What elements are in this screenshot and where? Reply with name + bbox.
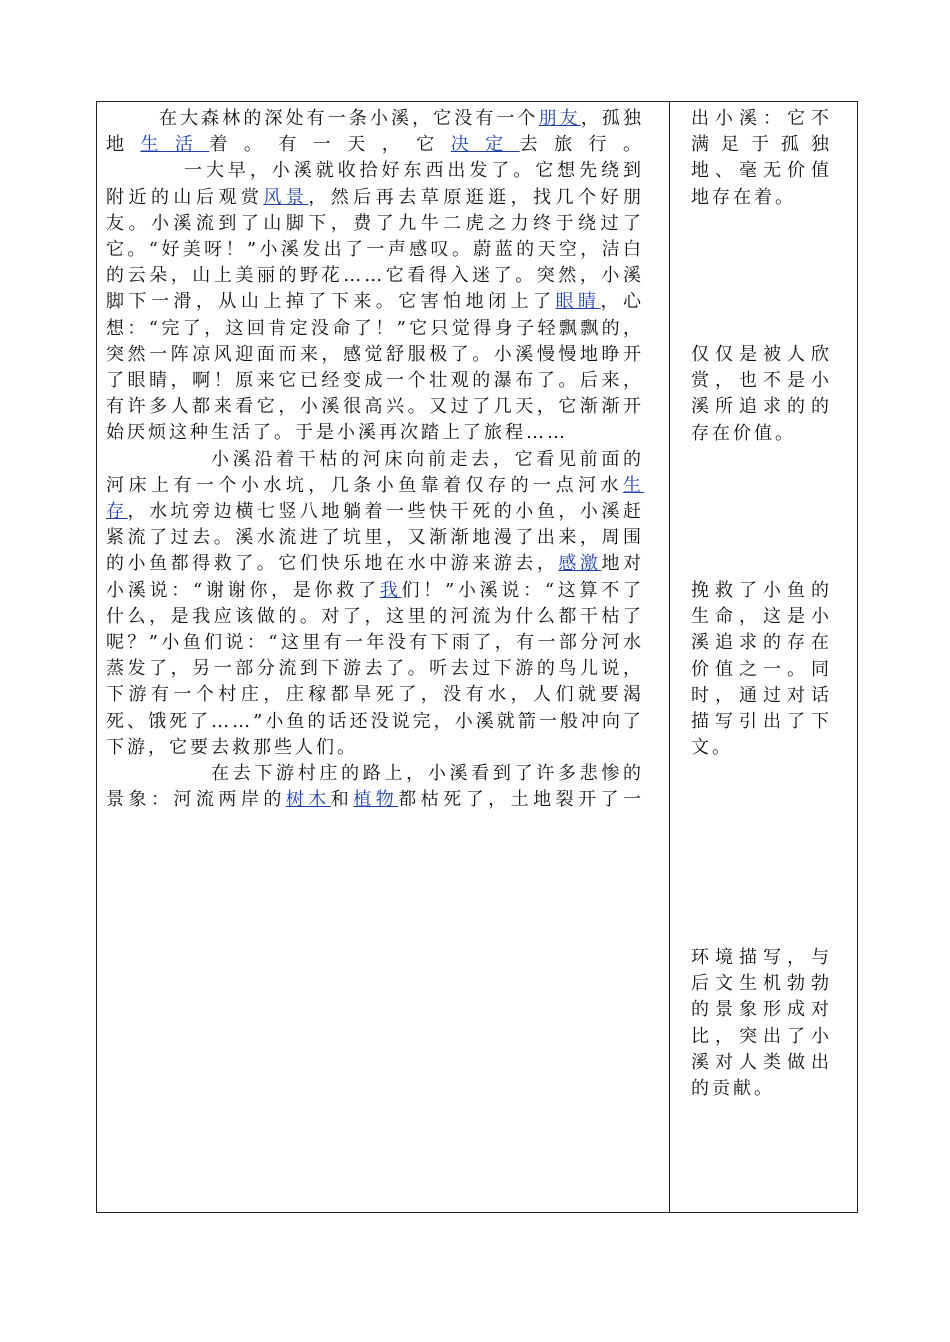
- text: ，水坑旁边横七竖八地躺着一些快干死的小鱼，小溪赶紧流了过去。溪水流进了坑里，又渐渐地漫了出来，周围的小鱼都得救了。它们快乐地在水中游来游去，: [106, 501, 645, 575]
- link-eyes[interactable]: 眼睛: [555, 291, 601, 313]
- text: 在去下游村庄的路上，小溪看到了许多悲惨的景象：河流两岸的: [106, 763, 644, 811]
- text: 地对小溪说：“谢谢你，是你救了: [106, 553, 645, 601]
- text: 在大森林的深处有一条小溪，它没有一个: [159, 108, 539, 129]
- text: ，心想：“完了，这回肯定没命了！”它只觉得身子轻飘飘的，突然一阵凉风迎面而来，感觉舒服极了。小溪慢慢地睁开了眼睛，啊！原来它已经变成一个壮观的瀑布了。后来，有许多人都来看它，小溪很高兴。又过了几天，它渐渐开始厌烦这种生活了。于是小溪再次踏上了旅程……: [106, 291, 645, 444]
- link-plants[interactable]: 植物: [353, 789, 399, 811]
- paragraph-4: [106, 761, 644, 813]
- link-friend[interactable]: 朋友: [538, 108, 581, 129]
- text: 去旅行。: [519, 134, 645, 156]
- paragraph-1: [106, 106, 644, 158]
- link-trees[interactable]: 树木: [285, 789, 331, 811]
- note-3: 挽救了小鱼的生命，这是小溪追求的存在价值之一。同时，通过对话描写引出了下文。: [691, 580, 832, 759]
- story-column: [106, 106, 644, 813]
- text: 一大早，小溪就收拾好东西出发了。它想先绕到附近的山后观赏: [106, 160, 644, 208]
- link-scenery[interactable]: 风景: [263, 186, 309, 208]
- paragraph-2: [106, 158, 644, 446]
- column-divider: [669, 101, 670, 1213]
- link-grateful[interactable]: 感激: [558, 553, 602, 575]
- link-life[interactable]: 生活: [140, 134, 210, 156]
- text: 和: [330, 789, 354, 811]
- link-decide[interactable]: 决定: [450, 134, 520, 156]
- link-me[interactable]: 我: [379, 579, 402, 601]
- text: ，孤独地: [106, 108, 645, 156]
- paragraph-3: [106, 447, 644, 761]
- link-survive[interactable]: 生存: [106, 474, 644, 523]
- text: 小溪沿着干枯的河床向前走去，它看见前面的河床上有一个小水坑，几条小鱼靠着仅存的一点河水: [106, 448, 644, 496]
- text: 们！”小溪说：“这算不了什么，是我应该做的。对了，这里的河流为什么都干枯了呢？”小鱼们说：“这里有一年没有下雨了，有一部分河水蒸发了，另一部分流到下游去了。听去过下游的鸟儿说，下游有一个村庄，庄稼都旱死了，没有水，人们就要渴死、饿死了……”小鱼的话还没说完，小溪就箭一般冲向了下游，它要去救那些人们。: [106, 579, 645, 758]
- text: ，然后再去草原逛逛，找几个好朋友。小溪流到了山脚下，费了九牛二虎之力终于绕过了它。“好美呀！”小溪发出了一声感叹。蔚蓝的天空，洁白的云朵，山上美丽的野花……它看得入迷了。突然，小溪脚下一滑，从山上掉了下来。它害怕地闭上了: [106, 186, 645, 313]
- note-1: 出小溪：它不满足于孤独地、毫无价值地存在着。: [691, 108, 832, 208]
- text: 着。有一天，它: [209, 134, 451, 156]
- note-4: 环境描写，与后文生机勃勃的景象形成对比，突出了小溪对人类做出的贡献。: [691, 947, 832, 1100]
- note-2: 仅仅是被人欣赏，也不是小溪所追求的的存在价值。: [691, 344, 832, 444]
- text: 都枯死了，土地裂开了一: [398, 789, 645, 811]
